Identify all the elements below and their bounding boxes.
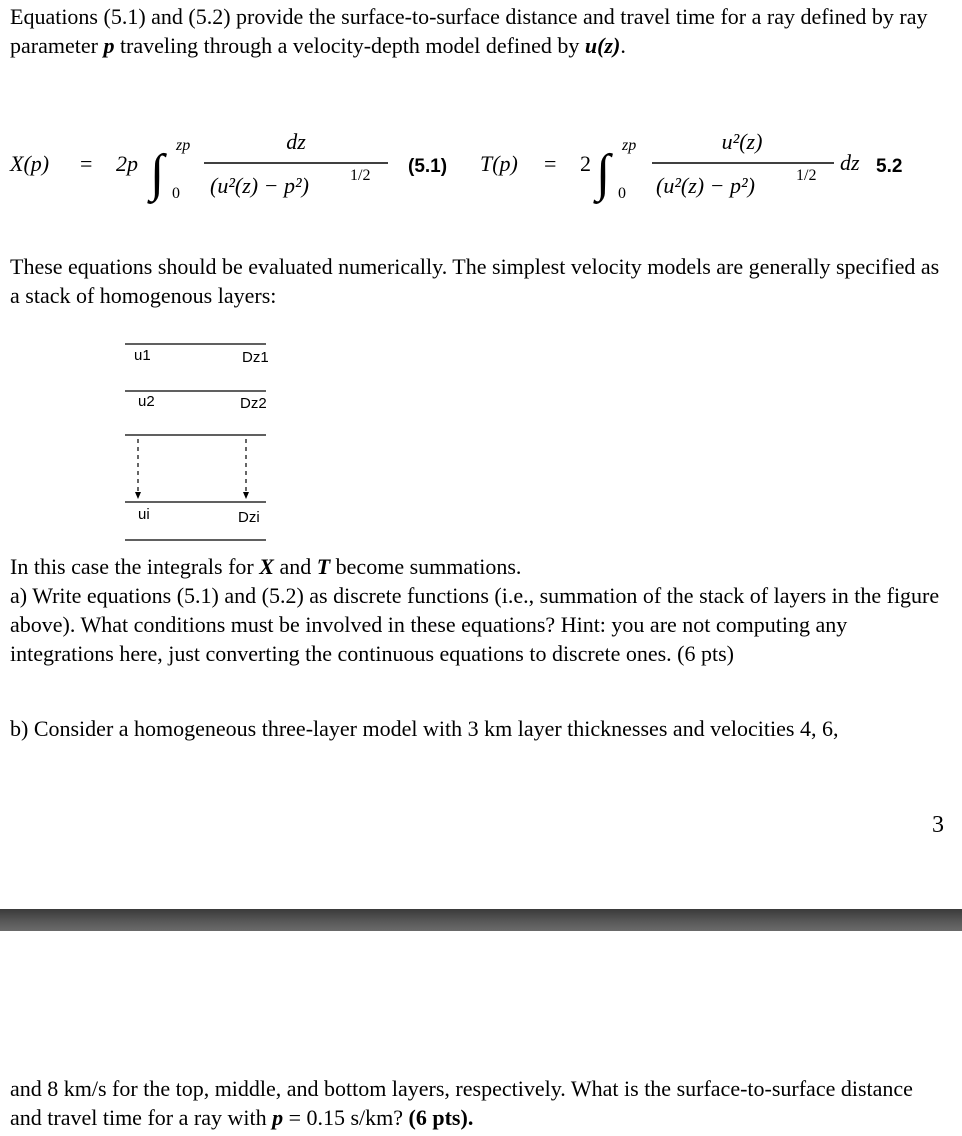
x-symbol: X <box>259 554 274 579</box>
layer-1-slowness: u1 <box>134 347 151 364</box>
velocity-model-symbol: u(z) <box>584 33 621 58</box>
layer-i-thickness: Dzi <box>238 509 260 526</box>
eq1-lhs: X(p) <box>10 151 50 176</box>
eq2-integral-sign: ∫ <box>596 145 611 202</box>
eq1-exponent: 1/2 <box>350 167 371 184</box>
summation-text-2: and <box>273 554 317 579</box>
intro-text-1: Equations (5.1) and (5.2) provide the surface-to-surface distance and travel time for a ray defined by ray parameter <box>10 4 928 58</box>
question-a-text: a) Write equations (5.1) and (5.2) as discrete functions (i.e., summation of the stack of layers in the figure above). What conditions must be involved in these equations? Hint: you are not computing any integrations here, just converting the continuous equations to discrete ones. (6 pts) <box>10 583 940 666</box>
final-text-2: = 0.15 s/km? <box>283 1105 409 1130</box>
eq2-lower-limit: 0 <box>618 185 626 202</box>
layer-stack-diagram <box>110 330 310 560</box>
eq1-upper-limit: zp <box>176 137 191 154</box>
eq1-tag: (5.1) <box>408 156 448 177</box>
final-text-1: and 8 km/s for the top, middle, and bottom layers, respectively. What is the surface-to-surface distance and travel time for a ray with <box>10 1076 913 1130</box>
eq1-lower-limit: 0 <box>172 185 180 202</box>
intro-paragraph <box>10 2 950 60</box>
t-symbol: T <box>316 554 331 579</box>
summation-text-3: become summations. <box>330 554 522 579</box>
layer-i-slowness: ui <box>138 506 150 523</box>
equation-5-1 <box>9 129 447 204</box>
layer-1-thickness: Dz1 <box>242 349 269 366</box>
question-b-continuation <box>10 1074 950 1132</box>
eq2-equals: = <box>544 151 557 176</box>
eq2-tag: 5.2 <box>876 156 903 177</box>
eq2-lhs: T(p) <box>480 151 518 176</box>
eq2-upper-limit: zp <box>622 137 637 154</box>
ray-parameter-symbol: p <box>103 33 115 58</box>
points-label: (6 pts). <box>408 1105 474 1130</box>
eq1-coefficient: 2p <box>116 151 138 176</box>
eq1-equals: = <box>80 151 93 176</box>
intro-text-3: . <box>620 33 626 58</box>
question-a-block <box>10 552 950 668</box>
eq2-trailing-dz: dz <box>840 150 860 175</box>
eq2-numerator: u²(z) <box>721 129 763 154</box>
eq2-exponent: 1/2 <box>796 167 817 184</box>
final-p-symbol: p <box>272 1105 284 1130</box>
eq1-denominator: (u²(z) − p²) <box>210 173 309 198</box>
summation-text-1: In this case the integrals for <box>10 554 260 579</box>
equation-5-2 <box>480 129 902 204</box>
page-break-divider <box>0 909 962 931</box>
eq2-coefficient: 2 <box>580 151 591 176</box>
intro-text-2: traveling through a velocity-depth model defined by <box>114 33 585 58</box>
layer-2-slowness: u2 <box>138 393 155 410</box>
layer-2-thickness: Dz2 <box>240 395 267 412</box>
left-arrow-head <box>135 492 141 499</box>
equations-block <box>0 110 962 220</box>
right-arrow-head <box>243 492 249 499</box>
eq2-denominator: (u²(z) − p²) <box>656 173 755 198</box>
eq1-numerator: dz <box>286 129 306 154</box>
eq1-integral-sign: ∫ <box>150 145 165 202</box>
page-number: 3 <box>932 812 944 838</box>
question-b-text: b) Consider a homogeneous three-layer model with 3 km layer thicknesses and velocities 4, 6, <box>10 716 839 741</box>
summation-statement <box>10 552 950 581</box>
layers-description: These equations should be evaluated numerically. The simplest velocity models are generally specified as a stack of homogenous layers: <box>10 254 940 308</box>
